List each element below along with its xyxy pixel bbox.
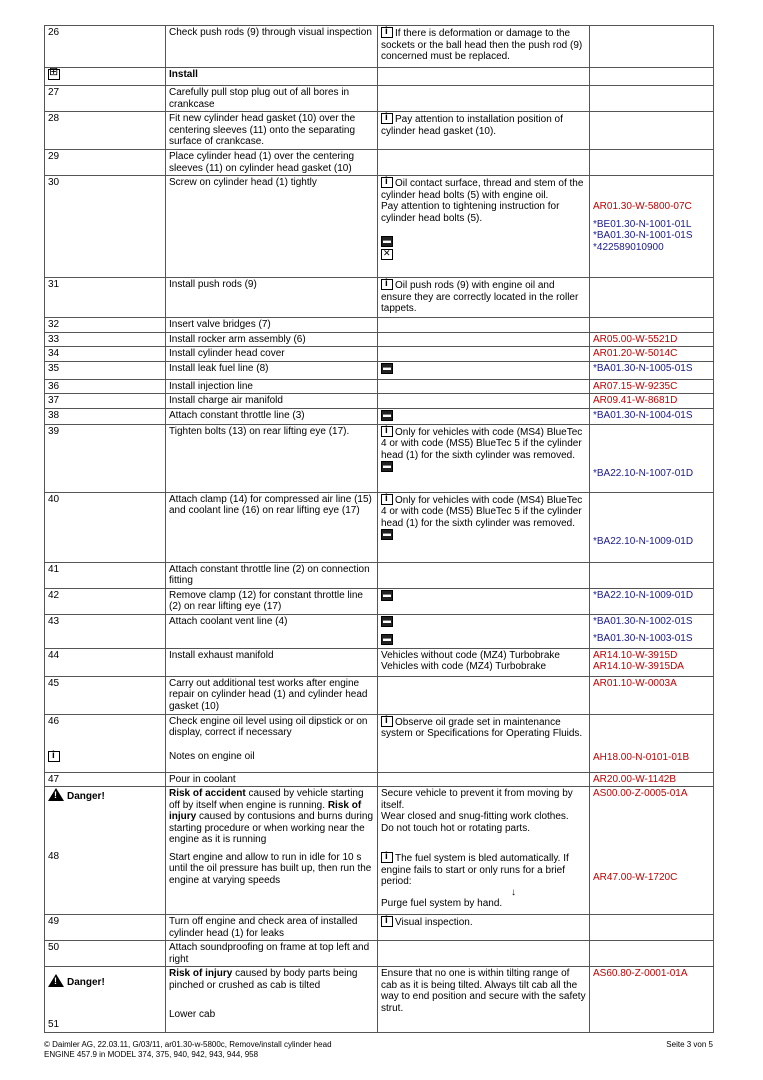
step-number: 28 [45,112,166,150]
step-action: Insert valve bridges (7) [166,318,378,333]
arrow-down-icon: ↓ [511,886,516,898]
step-note: i Only for vehicles with code (MS4) BlueTec 4 or with code (MS5) BlueTec 5 if the cylinder head (1) for the sixth cylinder was removed. ▬ [378,424,590,492]
step-reference[interactable]: *BA22.10-N-1009-01D [590,588,714,614]
table-row [45,588,714,614]
danger-action: Risk of injury caused by body parts being pinched or crushed as cab is tilted Lower cab [166,967,378,1033]
step-number: 49 [45,915,166,941]
table-row [45,361,714,379]
step-reference[interactable]: AR09.41-W-8681D [590,394,714,409]
reference-link[interactable]: *BA22.10-N-1007-01D [593,467,694,479]
step-action: Turn off engine and check area of installed cylinder head (1) for leaks [166,915,378,941]
step-action: Attach soundproofing on frame at top left and right [166,941,378,967]
info-icon [381,716,393,727]
table-row [45,26,714,68]
step-number: 45 [45,676,166,714]
step-action: Pour in coolant [166,772,378,787]
step-action: Screw on cylinder head (1) tightly [166,176,378,278]
table-row [45,112,714,150]
reference-link[interactable]: *422589010900 [593,241,664,253]
procedure-table [44,25,714,1033]
step-reference [590,714,714,772]
step-reference [590,26,714,68]
reference-link[interactable]: *BA01.30-N-1002-01S [593,615,693,627]
info-icon [381,279,393,290]
table-row [45,614,714,648]
reference-link[interactable]: *BA01.30-N-1001-01S [593,230,693,241]
step-reference [590,648,714,676]
reference-link[interactable]: AR14.10-W-3915DA [593,661,684,672]
table-row [45,915,714,941]
reference-link[interactable]: *BA22.10-N-1009-01D [593,535,694,547]
danger-note: Secure vehicle to prevent it from moving by itself. Wear closed and snug-fitting work clothes. Do not touch hot or rotating parts. iThe fuel system is bled automatically. If engine fails to start or only runs for a brief period: ↓ Purge fuel system by hand. [378,787,590,915]
step-action: Fit new cylinder head gasket (10) over the centering sleeves (11) onto the separating surface of crankcase. [166,112,378,150]
procedure-document [44,25,713,1033]
table-row [45,278,714,318]
step-action: Remove clamp (12) for constant throttle line (2) on rear lifting eye (17) [166,588,378,614]
step-number: 36 [45,379,166,394]
step-number: 50 [45,941,166,967]
table-row [45,379,714,394]
step-number: 27 [45,86,166,112]
warning-triangle-icon [48,974,64,987]
danger-action: Risk of accident caused by vehicle starting off by itself when engine is running. Risk of injury caused by contusions and burns during starting procedure or when working near the engine as it is running Start engine and allow to run in idle for 10 s until the oil pressure has built up, then run the engine at varying speeds [166,787,378,915]
step-action: Install charge air manifold [166,394,378,409]
info-icon [381,113,393,124]
step-note: iVisual inspection. [378,915,590,941]
step-reference [590,176,714,278]
step-number: 40 [45,492,166,562]
step-number: 43 [45,614,166,648]
note-icon [381,529,393,540]
step-reference[interactable]: AR01.20-W-5014C [590,347,714,362]
step-number: 29 [45,150,166,176]
info-icon [381,494,393,505]
danger-note: Ensure that no one is within tilting range of cab as it is being tilted. Always tilt cab all the way to end position and secure with the safety strut. [378,967,590,1033]
danger-reference[interactable]: AS60.80-Z-0001-01A [590,967,714,1033]
step-note: iObserve oil grade set in maintenance system or Specifications for Operating Fluids. [378,714,590,772]
step-action: Install leak fuel line (8) [166,361,378,379]
step-note: Vehicles without code (MZ4) Turbobrake Vehicles with code (MZ4) Turbobrake [378,648,590,676]
table-row [45,648,714,676]
table-row [45,772,714,787]
table-row [45,394,714,409]
step-number: 39 [45,424,166,492]
step-action: Check push rods (9) through visual inspection [166,26,378,68]
step-reference[interactable]: AR20.00-W-1142B [590,772,714,787]
step-number: 37 [45,394,166,409]
install-icon [48,69,60,80]
table-row [45,68,714,86]
danger-cell: !Danger! 48 [45,787,166,915]
info-icon [48,751,60,762]
table-row [45,332,714,347]
step-number: 34 [45,347,166,362]
step-number: 46 i [45,714,166,772]
step-reference[interactable]: *BA01.30-N-1004-01S [590,408,714,424]
footer-copyright: © Daimler AG, 22.03.11, G/03/11, ar01.30-w-5800c, Remove/install cylinder head [44,1040,332,1049]
step-action: Attach constant throttle line (2) on connection fitting [166,562,378,588]
footer-model: ENGINE 457.9 in MODEL 374, 375, 940, 942, 943, 944, 958 [44,1050,259,1059]
table-row [45,150,714,176]
step-note: i Oil push rods (9) with engine oil and ensure they are correctly located in the roller tappets. [378,278,590,318]
step-reference [590,424,714,492]
step-action: Install exhaust manifold [166,648,378,676]
step-number: 35 [45,361,166,379]
table-row [45,347,714,362]
reference-link[interactable]: AR14.10-W-3915D [593,649,678,661]
section-heading: Install [166,68,378,86]
reference-link[interactable]: AH18.00-N-0101-01B [593,751,690,763]
step-reference[interactable]: AR07.15-W-9235C [590,379,714,394]
step-action: Tighten bolts (13) on rear lifting eye (17). [166,424,378,492]
step-number: 32 [45,318,166,333]
step-number: 38 [45,408,166,424]
step-number: 42 [45,588,166,614]
install-icon-cell [45,68,166,86]
reference-link[interactable]: *BE01.30-N-1001-01L [593,218,692,230]
table-row [45,176,714,278]
step-action: Attach clamp (14) for compressed air line (15) and coolant line (16) on rear lifting eye (17) [166,492,378,562]
table-row [45,787,714,915]
step-number: 41 [45,562,166,588]
step-action: Carefully pull stop plug out of all bores in crankcase [166,86,378,112]
page-number: Seite 3 von 5 [666,1040,713,1049]
special-tool-icon [381,249,393,260]
step-reference[interactable]: AR01.10-W-0003A [590,676,714,714]
table-row [45,424,714,492]
note-icon [381,236,393,247]
note-icon [381,410,393,421]
step-action: Place cylinder head (1) over the centering sleeves (11) on cylinder head gasket (10) [166,150,378,176]
step-reference [590,492,714,562]
step-note: iPay attention to installation position of cylinder head gasket (10). [378,112,590,150]
step-note: i If there is deformation or damage to the sockets or the ball head then the push rod (9) concerned must be replaced. [378,26,590,68]
warning-triangle-icon [48,788,64,801]
note-icon [381,461,393,472]
step-number: 30 [45,176,166,278]
step-action: Check engine oil level using oil dipstick or on display, correct if necessary Notes on engine oil [166,714,378,772]
table-row [45,86,714,112]
reference-link[interactable]: AS00.00-Z-0005-01A [593,788,688,799]
table-row [45,408,714,424]
danger-cell: !Danger! 51 [45,967,166,1033]
step-reference [590,614,714,648]
reference-link[interactable]: *BA01.30-N-1003-01S [593,633,693,644]
step-action: Install rocker arm assembly (6) [166,332,378,347]
step-number: 47 [45,772,166,787]
page-footer [44,1040,713,1060]
step-reference[interactable]: AR05.00-W-5521D [590,332,714,347]
table-row [45,967,714,1033]
info-icon [381,177,393,188]
step-number: 44 [45,648,166,676]
step-action: Install push rods (9) [166,278,378,318]
step-action: Attach constant throttle line (3) [166,408,378,424]
step-action: Install cylinder head cover [166,347,378,362]
reference-link[interactable]: AR01.30-W-5800-07C [593,201,692,212]
step-action: Carry out additional test works after engine repair on cylinder head (1) and cylinder head gasket (10) [166,676,378,714]
info-icon [381,916,393,927]
step-action: Install injection line [166,379,378,394]
step-number: 26 [45,26,166,68]
table-row [45,676,714,714]
info-icon [381,27,393,38]
info-icon [381,426,393,437]
table-row [45,492,714,562]
reference-link[interactable]: AR47.00-W-1720C [593,871,678,883]
note-icon [381,634,393,645]
table-row [45,714,714,772]
table-row [45,562,714,588]
table-row [45,941,714,967]
note-icon [381,363,393,374]
step-action: Attach coolant vent line (4) [166,614,378,648]
note-icon [381,590,393,601]
note-icon [381,616,393,627]
step-number: 33 [45,332,166,347]
step-number: 31 [45,278,166,318]
step-note: iOnly for vehicles with code (MS4) BlueTec 4 or with code (MS5) BlueTec 5 if the cylinder head (1) for the sixth cylinder was removed. ▬ [378,492,590,562]
step-reference[interactable]: *BA01.30-N-1005-01S [590,361,714,379]
step-note: i Oil contact surface, thread and stem of the cylinder head bolts (5) with engine oil. Pay attention to tightening instruction for cylinder head bolts (5). ▬ ✕ [378,176,590,278]
info-icon [381,852,393,863]
table-row [45,318,714,333]
danger-reference [590,787,714,915]
